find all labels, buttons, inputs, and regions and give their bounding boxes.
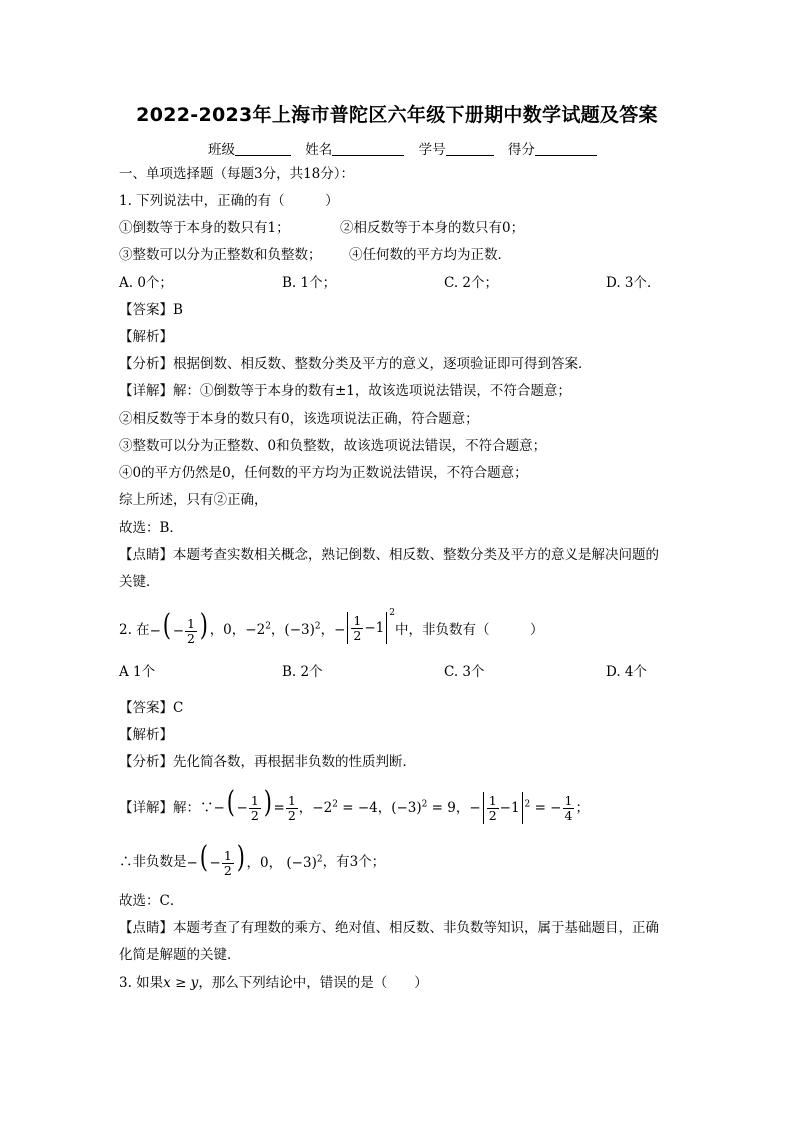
q2-therefore-prefix: ∴非负数是 (119, 854, 187, 870)
q2-option-a: A 1个 (119, 664, 156, 680)
q2-analysis-heading: 【解析】 (119, 727, 173, 743)
q2-choice: 故选：C． (119, 893, 184, 909)
q1-analysis: 【分析】根据倒数、相反数、整数分类及平方的意义，逐项验证即可得到答案． (119, 356, 592, 372)
q3-stem (119, 973, 428, 993)
q1-option-a: A. 0个； (119, 275, 173, 291)
number-blank (446, 141, 494, 156)
q2-expr-2: ，0，$-2^2$，$(-3)^2$，− (209, 621, 346, 638)
q1-statement-2: ②相反数等于本身的数只有0； (340, 220, 525, 236)
student-info-line (208, 138, 597, 158)
q1-option-d: D. 3个． (606, 275, 661, 291)
q1-statement-4: ④任何数的平方均为正数． (349, 247, 511, 263)
q2-suffix: 中，非负数有（ ） (395, 622, 544, 638)
q2-stem: 2. 在 −( − $\frac{1}{2}$ ) ，0，$-2^2$，$(-3)^2$，− $\frac{1}{2}$ −1 $^2$ 中，非负数有（ ） (119, 607, 544, 646)
q1-detail-2: ②相反数等于本身的数只有0，该选项说法正确，符合题意； (119, 411, 479, 427)
score-blank (535, 141, 597, 156)
q2-therefore (119, 838, 385, 882)
q1-statement-3: ③整数可以分为正整数和负整数； (119, 247, 322, 263)
q2-detail (119, 784, 589, 828)
q2-therefore-expr: −( − $\frac{1}{2}$ ) ，0， $(-3)^2$ (186, 839, 323, 878)
q1-choice: 故选：B． (119, 520, 183, 536)
q2-detail-prefix: 【详解】解：∵ (119, 800, 214, 816)
name-blank (332, 141, 404, 156)
q2-answer: 【答案】C (119, 700, 184, 716)
q1-summary: 综上所述，只有②正确， (119, 492, 268, 508)
q1-statement-1: ①倒数等于本身的数只有1； (119, 220, 290, 236)
number-label: 学号 (418, 142, 446, 158)
q1-option-c: C. 2个； (444, 275, 499, 291)
q2-comment-1: 【点睛】本题考查了有理数的乘方、绝对值、相反数、非负数等知识，属于基础题目，正确 (119, 920, 659, 936)
q2-prefix: 2. 在 (119, 622, 150, 638)
q2-therefore-suffix: ，有3个； (322, 854, 386, 870)
q2-comment-2: 化简是解题的关键． (119, 947, 241, 963)
class-blank (235, 141, 291, 156)
q1-comment-1: 【点睛】本题考查实数相关概念，熟记倒数、相反数、整数分类及平方的意义是解决问题的 (119, 547, 659, 563)
q1-stem: 1. 下列说法中，正确的有（ ） (119, 193, 339, 209)
q2-expr-1: −( − $\frac{1}{2}$ ) (149, 607, 208, 646)
q1-detail-1: 【详解】解：①倒数等于本身的数有±1，故该选项说法错误，不符合题意； (119, 383, 571, 399)
q3-suffix: ，那么下列结论中，错误的是（ ） (198, 975, 428, 991)
q2-expr-abs: $\frac{1}{2}$ (353, 612, 362, 643)
page-title: 2022-2023年上海市普陀区六年级下册期中数学试题及答案 (136, 104, 658, 126)
q1-answer: 【答案】B (119, 302, 183, 318)
q2-analysis: 【分析】先化简各数，再根据非负数的性质判断． (119, 754, 416, 770)
section-heading: 一、单项选择题（每题3分，共18分）： (119, 166, 355, 182)
q1-comment-2: 关键． (119, 574, 160, 590)
q3-condition: x ≥ y (163, 975, 199, 991)
q1-option-b: B. 1个； (282, 275, 337, 291)
q2-option-d: D. 4个 (606, 664, 648, 680)
q1-analysis-heading: 【解析】 (119, 329, 173, 345)
q2-detail-expr: −( − $\frac{1}{2}$ ) = $\frac{1}{2}$ ，$-2^2 = -4$，$(-3)^2 = 9$，− $\frac{1}{2}$ −1 $^2$ = − $\frac{1}{4}$ ； (213, 784, 589, 823)
q1-detail-3: ③整数可以分为正整数、0和负整数，故该选项说法错误，不符合题意； (119, 438, 547, 454)
class-label: 班级 (208, 142, 235, 158)
q2-option-b: B. 2个 (282, 664, 323, 680)
name-label: 姓名 (305, 142, 333, 158)
q3-prefix: 3. 如果 (119, 975, 164, 991)
q1-detail-4: ④0的平方仍然是0，任何数的平方均为正数说法错误，不符合题意； (119, 465, 528, 481)
score-label: 得分 (507, 142, 535, 158)
q2-option-c: C. 3个 (444, 664, 485, 680)
